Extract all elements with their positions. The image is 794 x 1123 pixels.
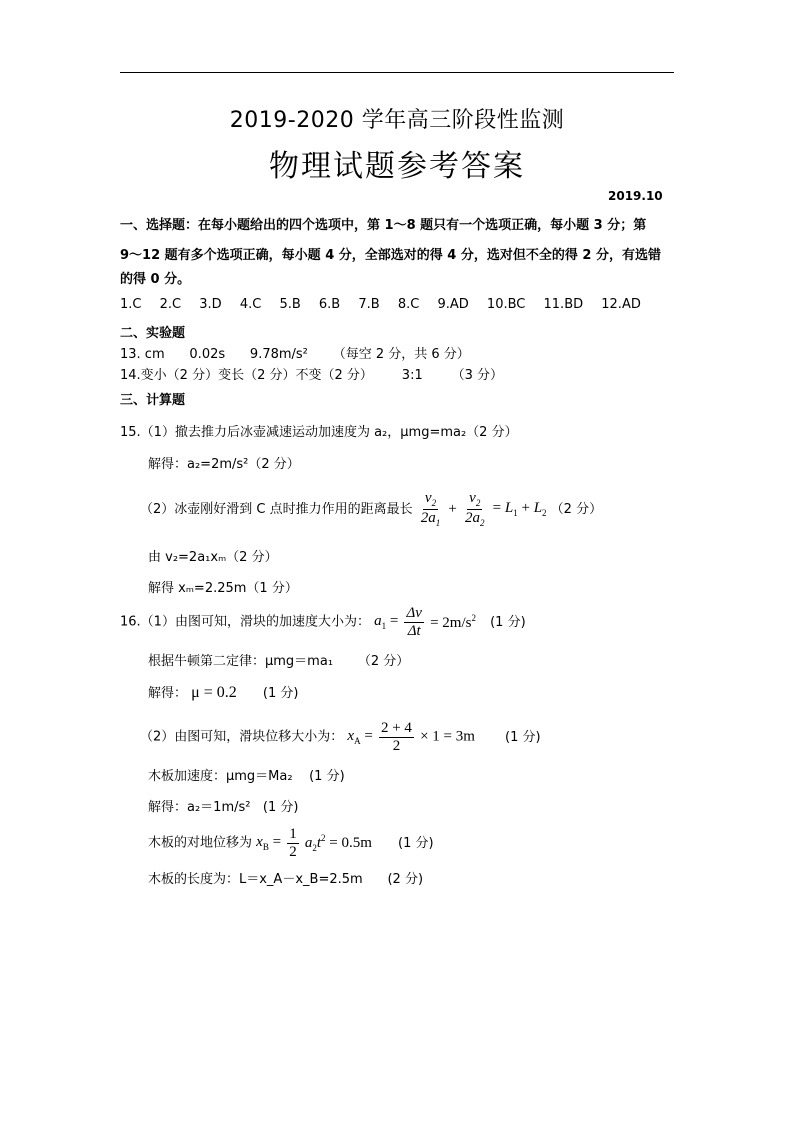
q16-mu-value: μ = 0.2 bbox=[191, 684, 237, 701]
q16-line4-score: (1 分) bbox=[505, 729, 541, 745]
answer-11: 11.BD bbox=[543, 297, 584, 312]
page-title-line2: 物理试题参考答案 bbox=[269, 149, 525, 184]
fraction-one-half: $\frac{1}{2}$ bbox=[289, 826, 297, 860]
q14-answer: 14.变小（2 分）变长（2 分）不变（2 分） 3:1 （3 分） bbox=[120, 368, 504, 383]
q16-line3-text: 解得： bbox=[148, 686, 188, 701]
q16-line3-score: (1 分) bbox=[262, 686, 299, 701]
q16-line2: 根据牛顿第二定律：μmg＝ma₁ （2 分） bbox=[148, 654, 410, 669]
q16-line8: 木板的长度为：L＝x_A－x_B=2.5m (2 分) bbox=[148, 872, 424, 887]
fraction-v2-over-2a2: $\frac{v_2}{2a_2}$ bbox=[465, 490, 485, 528]
q15-line4: 由 v₂=2a₁xₘ（2 分） bbox=[148, 550, 278, 565]
value-a2t2-eq-0-5m: $a_2t^2 = 0.5m$ bbox=[304, 833, 372, 853]
answer-1: 1.C bbox=[120, 297, 142, 312]
q15-line5: 解得 xₘ=2.25m（1 分） bbox=[148, 581, 298, 596]
q16-line7-text: 木板的对地位移为 bbox=[148, 835, 253, 851]
q16-line1-score: (1 分) bbox=[490, 614, 526, 630]
value-times-1-eq-3m: × 1 = 3m bbox=[420, 728, 475, 745]
header-rule bbox=[120, 72, 674, 73]
q16-line3 bbox=[148, 682, 298, 702]
q16-line7 bbox=[148, 826, 434, 860]
section2-heading: 二、实验题 bbox=[120, 326, 186, 341]
answer-10: 10.BC bbox=[486, 297, 526, 312]
symbol-xb: $x_B$ = bbox=[256, 834, 282, 852]
answer-3: 3.D bbox=[199, 297, 222, 312]
q13-answer: 13. cm 0.02s 9.78m/s² （每空 2 分，共 6 分） bbox=[120, 347, 470, 362]
fraction-v2-over-2a1: $\frac{v_2}{2a_1}$ bbox=[420, 490, 441, 528]
q16-line1 bbox=[120, 605, 526, 639]
q15-line3-text: （2）冰壶刚好滑到 C 点时推力作用的距离最长 bbox=[140, 501, 413, 517]
q15-line1: 15.（1）撤去推力后冰壶减速运动加速度为 a₂，μmg=ma₂（2 分） bbox=[120, 425, 518, 440]
date-label: 2019.10 bbox=[608, 189, 663, 203]
section3-heading: 三、计算题 bbox=[120, 393, 186, 408]
answer-6: 6.B bbox=[318, 297, 341, 312]
q16-line1-text: 16.（1）由图可知，滑块的加速度大小为： bbox=[120, 614, 370, 630]
q16-line4 bbox=[140, 720, 541, 754]
answer-4: 4.C bbox=[239, 297, 262, 312]
symbol-a1: $a_1$ = bbox=[374, 613, 399, 631]
q16-line6: 解得：a₂＝1m/s² (1 分) bbox=[148, 800, 299, 815]
fraction-delta-v-over-delta-t: $\frac{\Delta v}{\Delta t}$ bbox=[406, 605, 422, 639]
section1-instructions-line1: 一、选择题：在每小题给出的四个选项中，第 1～8 题只有一个选项正确，每小题 3 分；第 bbox=[120, 218, 647, 233]
equation-l1-plus-l2: = $L_1 + L_2$ bbox=[492, 500, 547, 519]
q15-line3-score: （2 分） bbox=[550, 501, 603, 517]
answer-8: 8.C bbox=[397, 297, 420, 312]
page-title-line1: 2019-2020 学年高三阶段性监测 bbox=[229, 108, 565, 133]
answer-2: 2.C bbox=[159, 297, 182, 312]
q16-line7-score: (1 分) bbox=[398, 835, 434, 851]
symbol-xa: $x_A$ = bbox=[347, 728, 373, 746]
answer-5: 5.B bbox=[279, 297, 301, 312]
section1-instructions-line2: 9～12 题有多个选项正确，每小题 4 分，全部选对的得 4 分，选对但不全的得 2 分，有选错 bbox=[120, 248, 661, 263]
section1-answers bbox=[120, 297, 655, 312]
plus-sign: + bbox=[448, 500, 457, 517]
value-2m-per-s2: = $2m/s^2$ bbox=[430, 612, 476, 631]
q15-line2: 解得：a₂=2m/s²（2 分） bbox=[148, 457, 300, 472]
q16-line5: 木板加速度：μmg＝Ma₂ (1 分) bbox=[148, 769, 345, 784]
q15-line3 bbox=[140, 490, 602, 529]
answer-7: 7.B bbox=[358, 297, 380, 312]
q16-line4-text: （2）由图可知，滑块位移大小为： bbox=[140, 729, 344, 745]
answer-12: 12.AD bbox=[601, 297, 641, 312]
section1-instructions-line3: 的得 0 分。 bbox=[120, 272, 191, 287]
answer-9: 9.AD bbox=[437, 297, 469, 312]
fraction-2-plus-4-over-2: $\frac{2 + 4}{2}$ bbox=[380, 720, 412, 754]
